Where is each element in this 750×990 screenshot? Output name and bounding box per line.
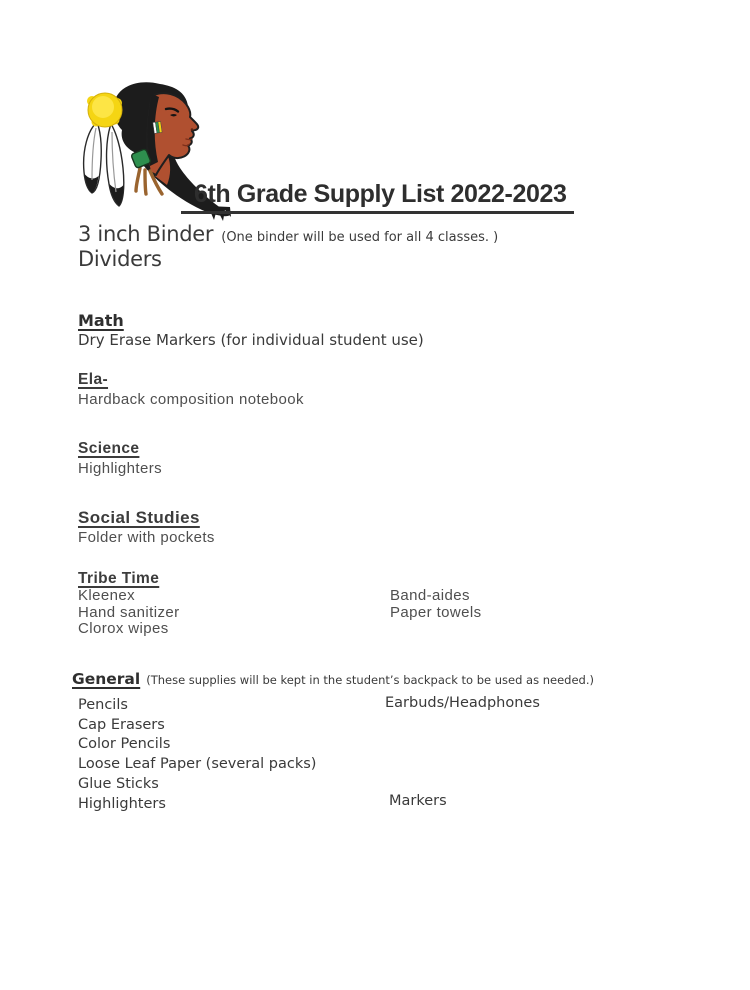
general-item: Highlighters	[78, 795, 166, 812]
section-tribe-time-heading: Tribe Time	[78, 570, 160, 587]
science-item: Highlighters	[78, 460, 163, 477]
section-social-studies-heading: Social Studies	[78, 508, 200, 527]
general-item: Pencils	[78, 697, 128, 713]
tribe-time-item: Hand sanitizer	[78, 603, 180, 621]
tribe-time-column-1	[78, 588, 179, 638]
tribe-time-column-2	[390, 588, 482, 621]
tribe-time-item: Kleenex	[78, 587, 136, 604]
binder-line	[78, 224, 498, 245]
section-science-heading: Science	[78, 440, 140, 457]
general-item-markers: Markers	[389, 793, 447, 809]
tribe-time-item: Clorox wipes	[78, 620, 169, 637]
binder-item: 3 inch Binder	[78, 222, 214, 246]
general-note: (These supplies will be kept in the student’s backpack to be used as needed.)	[146, 673, 594, 687]
general-column-1	[78, 696, 316, 814]
general-item: Cap Erasers	[78, 716, 165, 733]
general-item: Loose Leaf Paper (several packs)	[78, 756, 317, 773]
general-heading-line	[72, 671, 594, 688]
dividers-item: Dividers	[78, 247, 162, 271]
page-title: 6th Grade Supply List 2022-2023	[181, 182, 574, 214]
general-item-earbuds: Earbuds/Headphones	[385, 695, 540, 711]
section-general-heading: General	[72, 670, 141, 688]
general-item: Glue Sticks	[78, 775, 159, 792]
math-item: Dry Erase Markers (for individual student use)	[78, 331, 424, 349]
social-studies-item: Folder with pockets	[78, 529, 215, 546]
binder-note: (One binder will be used for all 4 classes. )	[221, 230, 499, 245]
general-item: Color Pencils	[78, 736, 171, 753]
section-ela-heading: Ela-	[78, 371, 109, 388]
ela-item: Hardback composition notebook	[78, 391, 304, 408]
tribe-time-item: Paper towels	[390, 603, 482, 621]
section-math-heading: Math	[78, 311, 124, 330]
tribe-time-item: Band-aides	[390, 587, 470, 604]
